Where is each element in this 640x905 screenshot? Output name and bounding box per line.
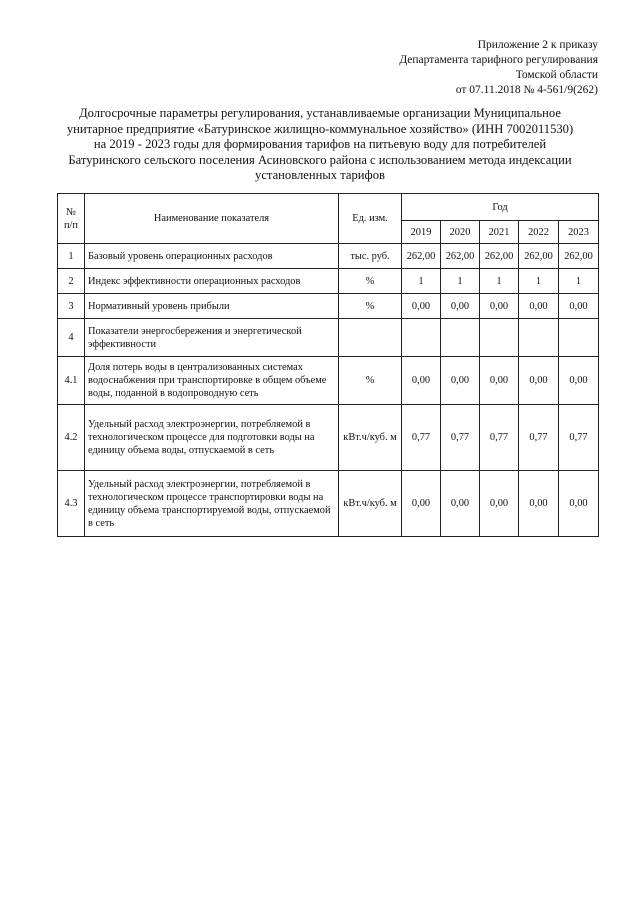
row-unit: тыс. руб. <box>339 244 402 269</box>
table-row <box>58 319 599 357</box>
row-unit <box>339 319 402 357</box>
row-name: Показатели энергосбережения и энергетической эффективности <box>85 319 339 357</box>
row-value-2022: 1 <box>519 269 559 294</box>
row-value-2019: 0,00 <box>402 471 441 537</box>
row-name: Индекс эффективности операционных расходов <box>85 269 339 294</box>
row-value-2021: 0,77 <box>480 405 519 471</box>
title-line: на 2019 - 2023 годы для формирования тарифов на питьевую воду для потребителей <box>93 137 547 151</box>
row-value-2021: 1 <box>480 269 519 294</box>
row-value-2019: 0,00 <box>402 294 441 319</box>
row-unit: % <box>339 269 402 294</box>
row-value-2019: 0,77 <box>402 405 441 471</box>
row-value-2020: 0,00 <box>441 294 480 319</box>
row-value-2023: 1 <box>559 269 599 294</box>
row-value-2020: 0,00 <box>441 471 480 537</box>
row-value-2019: 262,00 <box>402 244 441 269</box>
title-line: Долгосрочные параметры регулирования, устанавливаемые организации Муниципальное <box>79 106 561 120</box>
row-value-2022: 262,00 <box>519 244 559 269</box>
row-name: Удельный расход электроэнергии, потребляемой в технологическом процессе транспортировки воды на единицу объема транспортируемой воды, отпускаемой в сеть <box>85 471 339 537</box>
row-name: Базовый уровень операционных расходов <box>85 244 339 269</box>
table-header <box>58 194 599 244</box>
header-line: Департамента тарифного регулирования <box>399 54 598 66</box>
table-row <box>58 269 599 294</box>
row-value-2023: 262,00 <box>559 244 599 269</box>
header-line: от 07.11.2018 № 4-561/9(262) <box>455 84 598 96</box>
row-num: 4.2 <box>58 405 85 471</box>
table-row <box>58 244 599 269</box>
row-value-2019: 1 <box>402 269 441 294</box>
header-year-2022: 2022 <box>519 221 559 244</box>
row-value-2020: 0,00 <box>441 357 480 405</box>
row-value-2021 <box>480 319 519 357</box>
row-value-2023: 0,00 <box>559 357 599 405</box>
row-value-2021: 0,00 <box>480 471 519 537</box>
table-body <box>58 244 599 537</box>
row-value-2019: 0,00 <box>402 357 441 405</box>
table-row <box>58 357 599 405</box>
row-unit: % <box>339 294 402 319</box>
row-num: 4 <box>58 319 85 357</box>
document-title <box>55 106 585 184</box>
row-num: 4.3 <box>58 471 85 537</box>
header-unit: Ед. изм. <box>339 194 402 244</box>
order-header <box>399 38 598 98</box>
row-value-2022: 0,00 <box>519 471 559 537</box>
row-value-2021: 262,00 <box>480 244 519 269</box>
row-value-2020: 262,00 <box>441 244 480 269</box>
row-num: 3 <box>58 294 85 319</box>
header-year-2023: 2023 <box>559 221 599 244</box>
table-row <box>58 294 599 319</box>
header-year-2019: 2019 <box>402 221 441 244</box>
row-name: Нормативный уровень прибыли <box>85 294 339 319</box>
row-value-2019 <box>402 319 441 357</box>
row-value-2020: 0,77 <box>441 405 480 471</box>
row-unit: кВт.ч/куб. м <box>339 471 402 537</box>
row-value-2022: 0,00 <box>519 357 559 405</box>
title-line: Батуринского сельского поселения Асиновского района с использованием метода индексации <box>68 152 572 167</box>
header-name: Наименование показателя <box>85 194 339 244</box>
row-num: 1 <box>58 244 85 269</box>
row-value-2023: 0,77 <box>559 405 599 471</box>
row-value-2021: 0,00 <box>480 294 519 319</box>
row-value-2023 <box>559 319 599 357</box>
row-unit: % <box>339 357 402 405</box>
row-num: 2 <box>58 269 85 294</box>
title-line: установленных тарифов <box>255 168 385 182</box>
header-num: № п/п <box>58 194 85 244</box>
row-value-2022: 0,77 <box>519 405 559 471</box>
header-year-2020: 2020 <box>441 221 480 244</box>
row-name: Доля потерь воды в централизованных системах водоснабжения при транспортировке в общем объеме воды, поданной в водопроводную сеть <box>85 357 339 405</box>
row-value-2021: 0,00 <box>480 357 519 405</box>
row-unit: кВт.ч/куб. м <box>339 405 402 471</box>
row-value-2023: 0,00 <box>559 471 599 537</box>
row-name: Удельный расход электроэнергии, потребляемой в технологическом процессе для подготовки воды на единицу объема воды, отпускаемой в сеть <box>85 405 339 471</box>
row-value-2020: 1 <box>441 269 480 294</box>
table-row <box>58 471 599 537</box>
row-value-2022: 0,00 <box>519 294 559 319</box>
header-line: Томской области <box>515 69 598 81</box>
header-line: Приложение 2 к приказу <box>477 39 598 51</box>
parameters-table <box>57 193 599 537</box>
header-year: Год <box>402 194 599 221</box>
row-value-2022 <box>519 319 559 357</box>
table-row <box>58 405 599 471</box>
header-year-2021: 2021 <box>480 221 519 244</box>
row-value-2020 <box>441 319 480 357</box>
row-num: 4.1 <box>58 357 85 405</box>
title-line: унитарное предприятие «Батуринское жилищно-коммунальное хозяйство» (ИНН 7002011530) <box>66 121 574 136</box>
row-value-2023: 0,00 <box>559 294 599 319</box>
